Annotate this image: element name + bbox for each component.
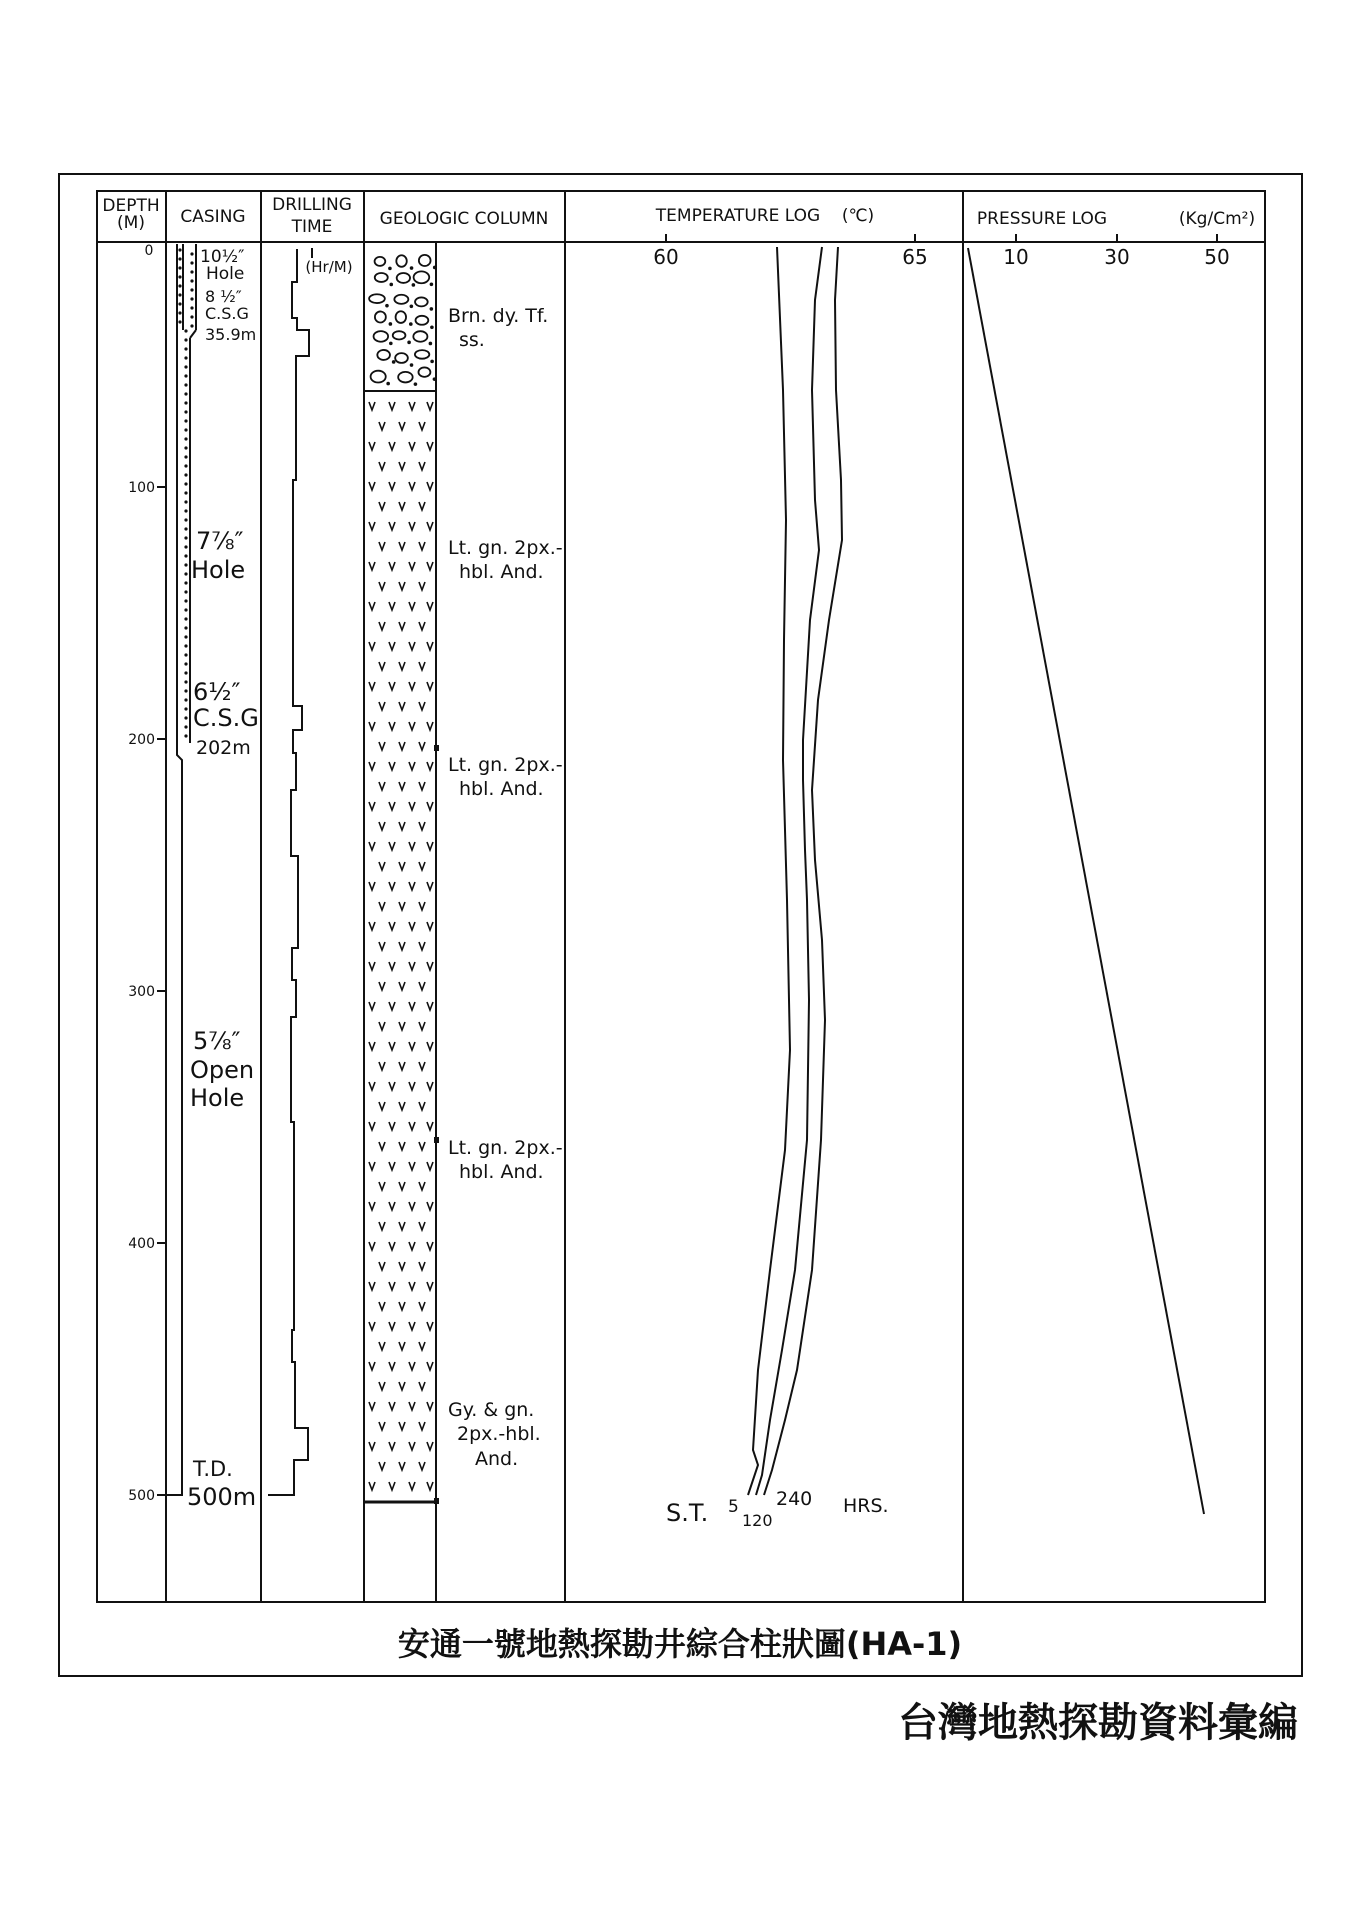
header-temperature: TEMPERATURE LOG [655, 206, 821, 226]
header-pressure-unit: (Kg/Cm²) [1178, 209, 1256, 229]
report-footer-title: 台灣地熱探勘資料彙編 [898, 1700, 1298, 1746]
casing-td-label: T.D. [193, 1457, 233, 1481]
header-depth: DEPTH [102, 196, 160, 216]
cement-dots [178, 248, 193, 737]
drilling-time-curve [268, 249, 309, 1495]
pres-tick-50: 50 [1204, 245, 1230, 269]
header-drilling: DRILLING [272, 195, 352, 215]
temperature-legend-120: 120 [742, 1511, 773, 1530]
drilling-time-unit: (Hr/M) [305, 258, 353, 276]
casing-csg-mid-label: C.S.G [193, 704, 259, 732]
casing-csg-mid-size: 6½″ [193, 678, 241, 706]
geology-label-2-line1: Lt. gn. 2px.- [448, 537, 563, 559]
temperature-curve-240hrs [764, 247, 842, 1495]
pres-tick-10: 10 [1003, 245, 1029, 269]
header-temperature-unit: (℃) [841, 206, 875, 226]
geology-label-3-line1: Lt. gn. 2px.- [448, 754, 563, 776]
sample-mark-3 [434, 1498, 439, 1504]
geology-label-4-line2: hbl. And. [459, 1161, 544, 1183]
depth-ticks [157, 487, 166, 1495]
header-casing: CASING [180, 207, 246, 227]
geology-label-5-line2: 2px.-hbl. [457, 1423, 541, 1445]
temperature-legend-5: 5 [728, 1497, 739, 1517]
geology-label-5-line3: And. [475, 1448, 519, 1470]
casing-open-size: 5⅞″ [193, 1027, 241, 1055]
header-drilling-time: TIME [291, 217, 333, 237]
casing-hole-mid-size: 7⅞″ [196, 527, 244, 555]
andesite-v-pattern [369, 402, 433, 1490]
tuff-sandstone-pattern [369, 255, 436, 386]
geology-label-3-line2: hbl. And. [459, 778, 544, 800]
geology-label-1-line1: Brn. dy. Tf. [448, 305, 549, 327]
casing-csg-top-size: 8 ½″ [205, 287, 242, 306]
sample-mark-1 [434, 745, 439, 751]
geology-label-2-line2: hbl. And. [459, 561, 544, 583]
depth-tick-500: 500 [128, 1488, 155, 1504]
geologic-column [364, 255, 439, 1504]
temperature-legend-st: S.T. [666, 1499, 709, 1527]
temperature-curve-5hrs [748, 247, 790, 1495]
sample-mark-2 [434, 1137, 439, 1143]
temp-tick-60: 60 [653, 245, 679, 269]
depth-tick-200: 200 [128, 732, 155, 748]
casing-csg-top-depth: 35.9m [205, 325, 257, 344]
pres-tick-30: 30 [1104, 245, 1130, 269]
depth-tick-100: 100 [128, 480, 155, 496]
diagram-caption: 安通一號地熱探勘井綜合柱狀圖(HA-1) [397, 1625, 963, 1663]
casing-hole-top-label: Hole [206, 264, 245, 284]
geology-label-1-line2: ss. [459, 329, 485, 351]
depth-tick-300: 300 [128, 984, 155, 1000]
casing-open-hole: Hole [190, 1084, 245, 1112]
casing-schematic [157, 244, 196, 1495]
outer-frame [59, 174, 1302, 1676]
depth-tick-0: 0 [144, 243, 154, 259]
temp-tick-65: 65 [902, 245, 928, 269]
pressure-curve [968, 248, 1204, 1514]
casing-hole-top-size: 10½″ [200, 247, 245, 267]
casing-open-label: Open [190, 1056, 255, 1084]
header-geologic: GEOLOGIC COLUMN [379, 209, 549, 229]
casing-td-depth: 500m [187, 1483, 257, 1511]
temperature-legend-hrs: HRS. [843, 1495, 889, 1517]
header-pressure: PRESSURE LOG [976, 209, 1108, 229]
casing-csg-mid-depth: 202m [196, 737, 251, 759]
depth-tick-400: 400 [128, 1236, 155, 1252]
casing-csg-top-label: C.S.G [205, 304, 249, 323]
header-depth-unit: (M) [117, 213, 145, 233]
temperature-legend-240: 240 [776, 1488, 813, 1510]
geology-label-4-line1: Lt. gn. 2px.- [448, 1137, 563, 1159]
geology-label-5-line1: Gy. & gn. [448, 1399, 535, 1421]
casing-hole-mid-label: Hole [191, 556, 246, 584]
